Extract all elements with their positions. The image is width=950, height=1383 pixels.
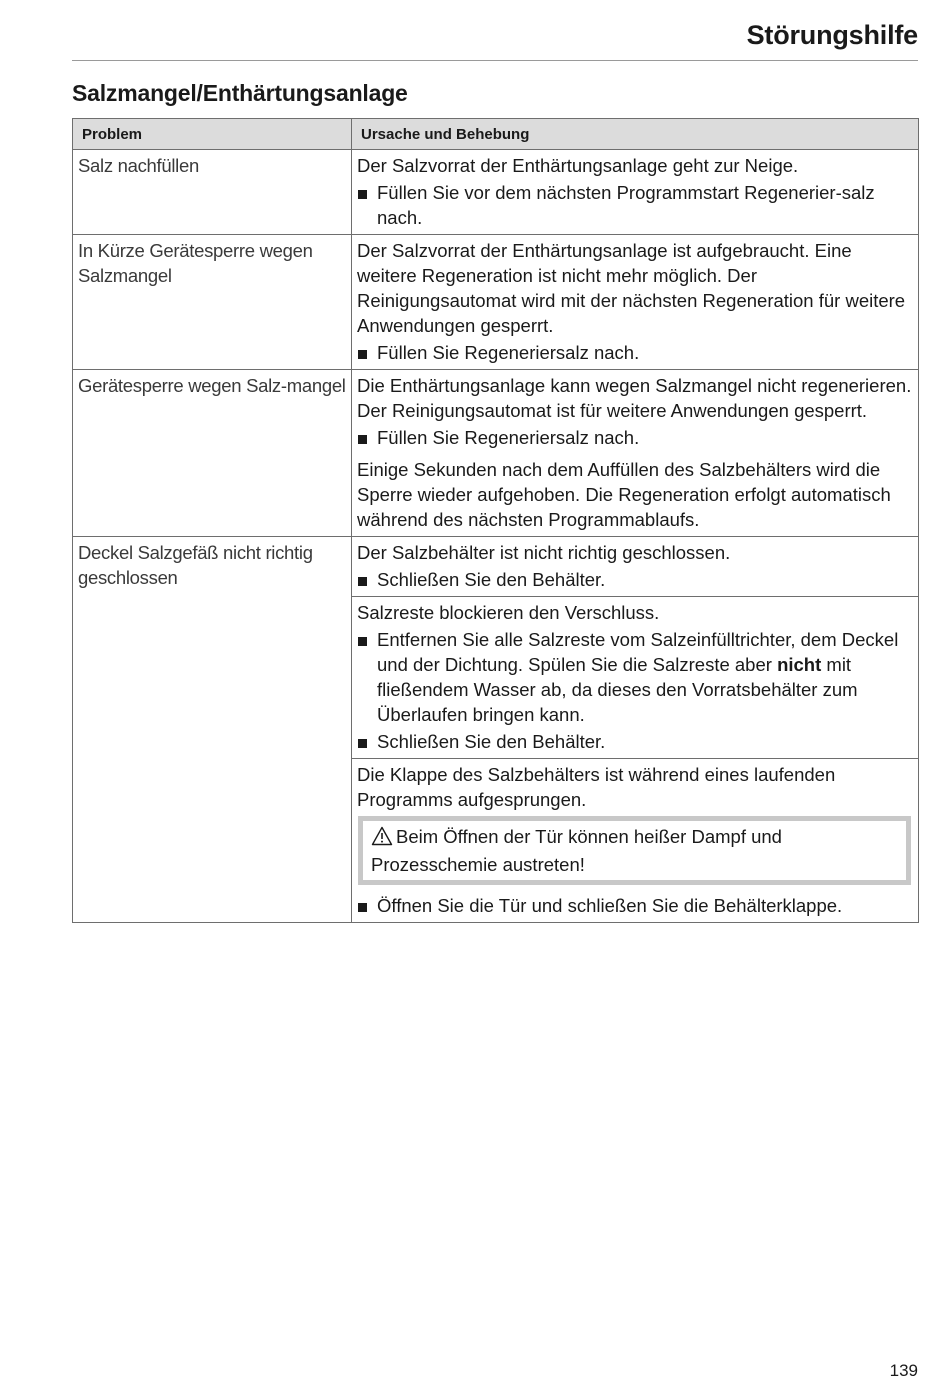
table-row <box>73 150 919 235</box>
bullet-square-icon <box>358 350 367 359</box>
cause-text: Salzreste blockieren den Verschluss. <box>357 602 660 623</box>
cause-cell <box>352 150 919 235</box>
action-text-part: Entfernen Sie alle Salzreste vom Salzeinfülltrichter, dem Deckel und der Dichtung. Spülen Sie die Salzreste aber <box>377 629 899 675</box>
table-header-row <box>73 119 919 150</box>
warning-text: Beim Öffnen der Tür können heißer Dampf und Prozesschemie austreten! <box>371 826 782 875</box>
column-header-problem: Problem <box>73 119 352 150</box>
action-bullet <box>357 893 913 918</box>
cause-cell <box>352 759 919 923</box>
action-text-part: mit fließendem Wasser ab, da dieses den Vorratsbehälter zum Überlaufen bringen kann. <box>377 654 858 725</box>
action-text: Schließen Sie den Behälter. <box>377 731 606 752</box>
troubleshooting-table <box>72 118 919 923</box>
page-header-title: Störungshilfe <box>746 20 918 50</box>
cause-cell <box>352 235 919 370</box>
action-bullet <box>357 425 913 450</box>
action-text: Öffnen Sie die Tür und schließen Sie die Behälterklappe. <box>377 895 843 916</box>
cause-cell <box>352 537 919 597</box>
bullet-square-icon <box>358 637 367 646</box>
warning-triangle-icon <box>371 826 393 852</box>
cause-text: Die Enthärtungsanlage kann wegen Salzmangel nicht regenerieren. Der Reinigungsautomat ist für weitere Anwendungen gesperrt. <box>357 375 912 421</box>
action-text: Füllen Sie vor dem nächsten Programmstart Regenerier-salz nach. <box>377 182 875 228</box>
action-bullet <box>357 567 913 592</box>
bullet-square-icon <box>358 577 367 586</box>
problem-cell: Deckel Salzgefäß nicht richtig geschlossen <box>73 537 352 923</box>
table-row <box>73 235 919 370</box>
bullet-square-icon <box>358 739 367 748</box>
bullet-square-icon <box>358 190 367 199</box>
cause-text: Der Salzvorrat der Enthärtungsanlage ist aufgebraucht. Eine weitere Regeneration ist nicht mehr möglich. Der Reinigungsautomat wird mit der nächsten Regeneration für weitere Anwendungen gesperrt. <box>357 240 906 336</box>
cause-text: Der Salzbehälter ist nicht richtig geschlossen. <box>357 542 731 563</box>
column-header-cause: Ursache und Behebung <box>352 119 919 150</box>
problem-cell: Gerätesperre wegen Salz-mangel <box>73 370 352 537</box>
cause-text: Die Klappe des Salzbehälters ist während eines laufenden Programms aufgesprungen. <box>357 764 836 810</box>
header-divider <box>72 60 918 61</box>
cause-text: Der Salzvorrat der Enthärtungsanlage geht zur Neige. <box>357 155 799 176</box>
bullet-square-icon <box>358 435 367 444</box>
table-row <box>73 370 919 537</box>
action-text: Schließen Sie den Behälter. <box>377 569 606 590</box>
action-bullet <box>357 729 913 754</box>
action-text: Füllen Sie Regeneriersalz nach. <box>377 427 640 448</box>
cause-cell <box>352 597 919 759</box>
bullet-square-icon <box>358 903 367 912</box>
action-text: Füllen Sie Regeneriersalz nach. <box>377 342 640 363</box>
cause-cell <box>352 370 919 537</box>
table-row <box>73 537 919 597</box>
emphasis-text: nicht <box>777 654 822 675</box>
note-text: Einige Sekunden nach dem Auffüllen des Salzbehälters wird die Sperre wieder aufgehoben. Die Regeneration erfolgt automatisch während des nächsten Programmablaufs. <box>357 459 891 530</box>
section-title: Salzmangel/Enthärtungsanlage <box>72 80 408 106</box>
page-number: 139 <box>889 1361 918 1380</box>
problem-cell: In Kürze Gerätesperre wegen Salzmangel <box>73 235 352 370</box>
action-bullet <box>357 627 913 727</box>
warning-box <box>358 816 911 885</box>
problem-cell: Salz nachfüllen <box>73 150 352 235</box>
action-bullet <box>357 180 913 230</box>
action-bullet <box>357 340 913 365</box>
